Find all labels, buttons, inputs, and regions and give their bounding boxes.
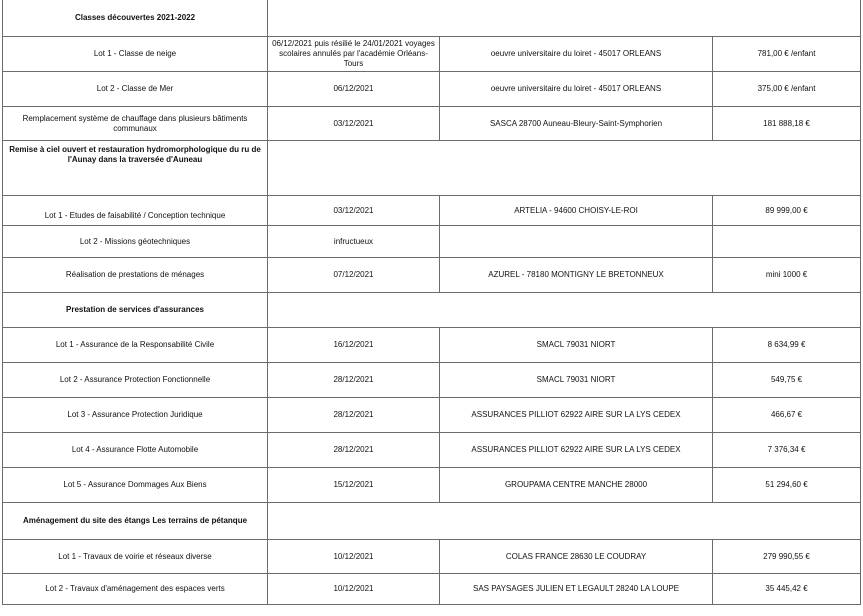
item-amount: mini 1000 € (713, 258, 861, 293)
item-label: Lot 5 - Assurance Dommages Aux Biens (3, 468, 268, 503)
contracts-table (2, 0, 861, 605)
table-row (3, 468, 861, 503)
item-amount: 466,67 € (713, 398, 861, 433)
item-date: 10/12/2021 (268, 540, 440, 574)
table-row (3, 574, 861, 605)
table-row (3, 398, 861, 433)
item-holder: COLAS FRANCE 28630 LE COUDRAY (440, 540, 713, 574)
item-holder (440, 226, 713, 258)
table-row (3, 258, 861, 293)
item-date: 15/12/2021 (268, 468, 440, 503)
table-row (3, 503, 861, 540)
item-holder: SMACL 79031 NIORT (440, 363, 713, 398)
item-amount: 35 445,42 € (713, 574, 861, 605)
table-row (3, 107, 861, 141)
empty-cell (268, 141, 861, 196)
table-row (3, 0, 861, 37)
item-amount: 89 999,00 € (713, 196, 861, 226)
item-date: 10/12/2021 (268, 574, 440, 605)
item-holder: AZUREL - 78180 MONTIGNY LE BRETONNEUX (440, 258, 713, 293)
empty-cell (268, 0, 861, 37)
item-amount: 375,00 € /enfant (713, 72, 861, 107)
table-row (3, 72, 861, 107)
empty-cell (268, 293, 861, 328)
item-amount (713, 226, 861, 258)
section-title: Prestation de services d'assurances (3, 293, 268, 328)
item-holder: ASSURANCES PILLIOT 62922 AIRE SUR LA LYS CEDEX (440, 433, 713, 468)
item-label: Lot 1 - Etudes de faisabilité / Conception technique (3, 196, 268, 226)
item-date: infructueux (268, 226, 440, 258)
item-label: Lot 1 - Assurance de la Responsabilité Civile (3, 328, 268, 363)
table-row (3, 328, 861, 363)
item-label: Lot 2 - Missions géotechniques (3, 226, 268, 258)
item-holder: ASSURANCES PILLIOT 62922 AIRE SUR LA LYS CEDEX (440, 398, 713, 433)
item-amount: 8 634,99 € (713, 328, 861, 363)
item-date: 28/12/2021 (268, 398, 440, 433)
section-title: Remise à ciel ouvert et restauration hydromorphologique du ru de l'Aunay dans la traversée d'Auneau (3, 141, 268, 196)
item-holder: oeuvre universitaire du loiret - 45017 ORLEANS (440, 72, 713, 107)
item-label: Lot 2 - Travaux d'aménagement des espaces verts (3, 574, 268, 605)
item-date: 16/12/2021 (268, 328, 440, 363)
item-amount: 279 990,55 € (713, 540, 861, 574)
item-label: Lot 2 - Assurance Protection Fonctionnelle (3, 363, 268, 398)
table-row (3, 363, 861, 398)
item-holder: SMACL 79031 NIORT (440, 328, 713, 363)
table-row (3, 433, 861, 468)
item-label: Remplacement système de chauffage dans plusieurs bâtiments communaux (3, 107, 268, 141)
item-label: Lot 4 - Assurance Flotte Automobile (3, 433, 268, 468)
table-row (3, 293, 861, 328)
item-amount: 7 376,34 € (713, 433, 861, 468)
item-label: Lot 2 - Classe de Mer (3, 72, 268, 107)
item-amount: 51 294,60 € (713, 468, 861, 503)
item-date: 06/12/2021 puis résilié le 24/01/2021 voyages scolaires annulés par l'académie Orléans-Tours (268, 37, 440, 72)
empty-cell (268, 503, 861, 540)
section-title: Aménagement du site des étangs Les terrains de pétanque (3, 503, 268, 540)
item-holder: ARTELIA - 94600 CHOISY-LE-ROI (440, 196, 713, 226)
item-amount: 781,00 € /enfant (713, 37, 861, 72)
item-holder: GROUPAMA CENTRE MANCHE 28000 (440, 468, 713, 503)
item-holder: SASCA 28700 Auneau-Bleury-Saint-Symphorien (440, 107, 713, 141)
item-date: 28/12/2021 (268, 433, 440, 468)
item-label: Réalisation de prestations de ménages (3, 258, 268, 293)
item-date: 07/12/2021 (268, 258, 440, 293)
table-row (3, 540, 861, 574)
table-row (3, 141, 861, 196)
item-date: 28/12/2021 (268, 363, 440, 398)
table-row (3, 37, 861, 72)
item-label: Lot 1 - Travaux de voirie et réseaux diverse (3, 540, 268, 574)
item-holder: SAS PAYSAGES JULIEN ET LEGAULT 28240 LA LOUPE (440, 574, 713, 605)
item-date: 03/12/2021 (268, 196, 440, 226)
item-amount: 549,75 € (713, 363, 861, 398)
table-row (3, 196, 861, 226)
item-amount: 181 888,18 € (713, 107, 861, 141)
item-label: Lot 1 - Classe de neige (3, 37, 268, 72)
item-date: 03/12/2021 (268, 107, 440, 141)
item-date: 06/12/2021 (268, 72, 440, 107)
table-row (3, 226, 861, 258)
item-label: Lot 3 - Assurance Protection Juridique (3, 398, 268, 433)
section-title: Classes découvertes 2021-2022 (3, 0, 268, 37)
item-holder: oeuvre universitaire du loiret - 45017 ORLEANS (440, 37, 713, 72)
